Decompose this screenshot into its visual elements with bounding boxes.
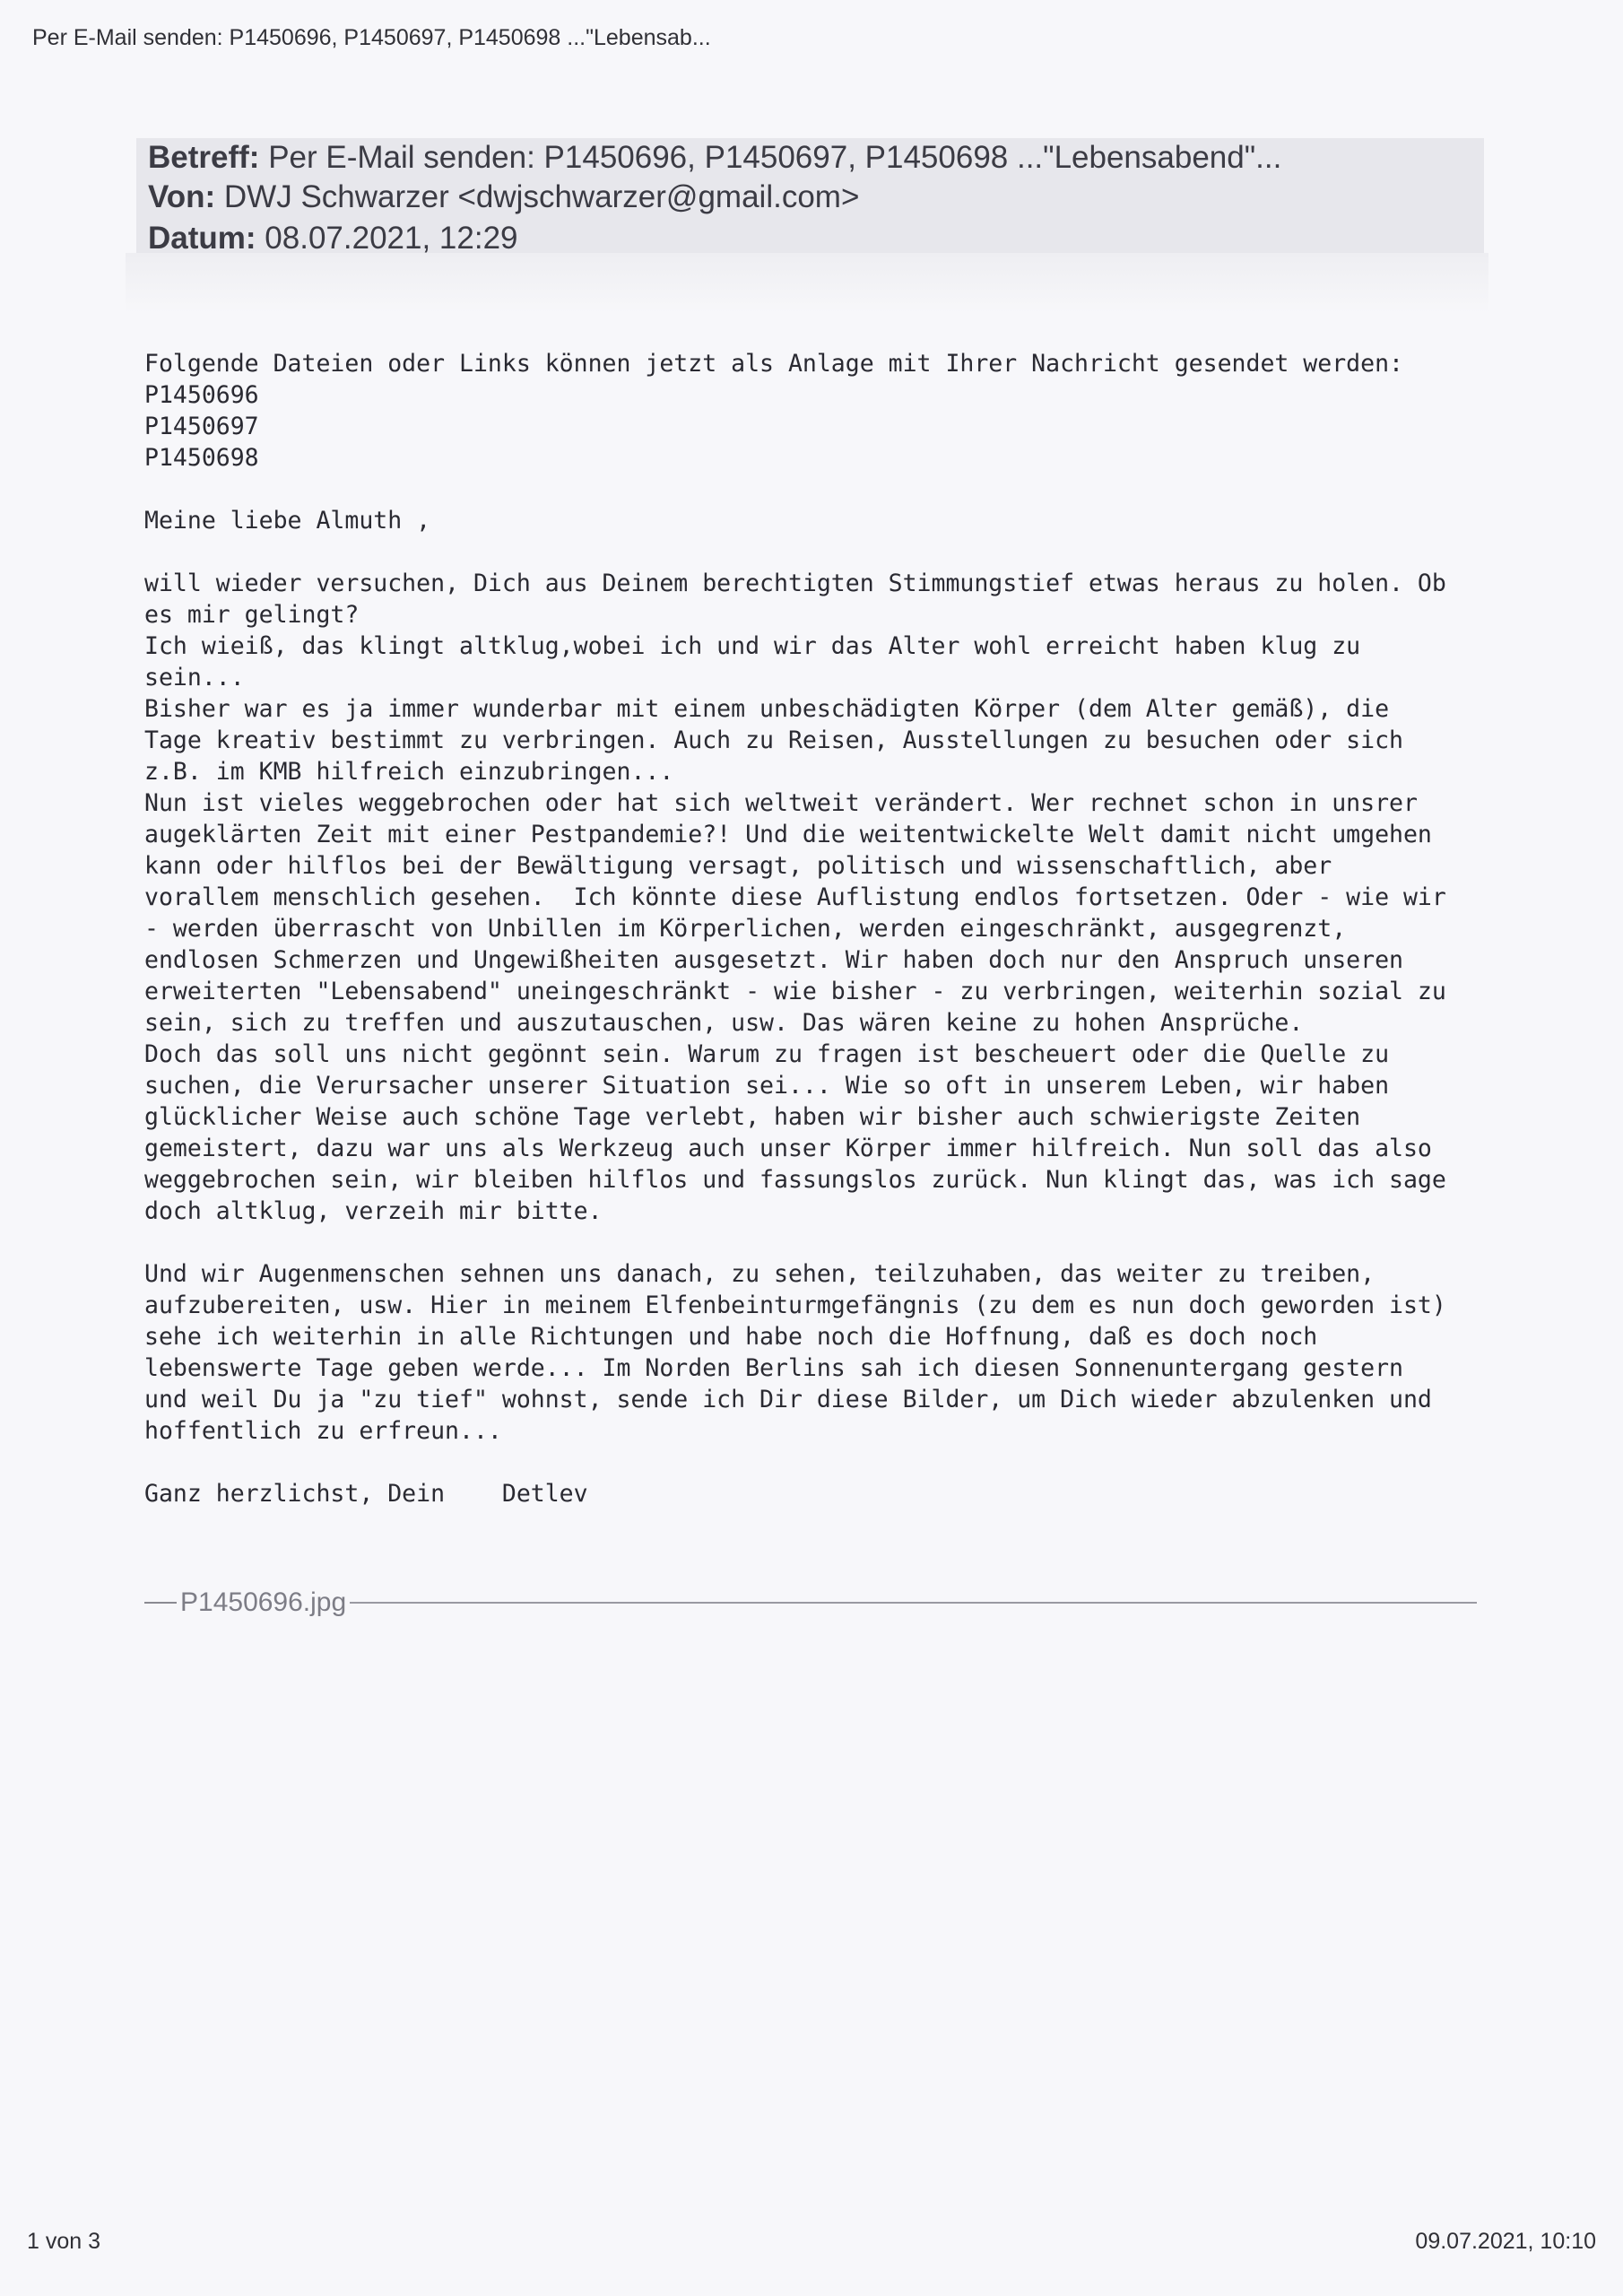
subject-label: Betreff: bbox=[148, 140, 260, 175]
attachment-dash bbox=[144, 1602, 177, 1604]
body-line: vorallem menschlich gesehen. Ich könnte diese Auflistung endlos fortsetzen. Oder - wie wir bbox=[144, 883, 1446, 911]
body-line: - werden überrascht von Unbillen im Körperlichen, werden eingeschränkt, ausgegrenzt, bbox=[144, 915, 1347, 943]
blank-line bbox=[144, 536, 1489, 568]
body-line: lebenswerte Tage geben werde... Im Norden Berlins sah ich diesen Sonnenuntergang gestern bbox=[144, 1354, 1403, 1382]
attachment-rule bbox=[350, 1602, 1477, 1604]
body-line: sein, sich zu treffen und auszutauschen, usw. Das wären keine zu hohen Ansprüche. bbox=[144, 1009, 1304, 1037]
body-line: es mir gelingt? bbox=[144, 601, 360, 629]
body-line: Und wir Augenmenschen sehnen uns danach, zu sehen, teilzuhaben, das weiter zu treiben, bbox=[144, 1260, 1376, 1288]
body-line: z.B. im KMB hilfreich einzubringen... bbox=[144, 758, 674, 786]
attachment-divider bbox=[144, 1585, 1477, 1621]
body-line: glücklicher Weise auch schöne Tage verlebt, haben wir bisher auch schwierigste Zeiten bbox=[144, 1103, 1361, 1131]
from-value[interactable]: DWJ Schwarzer <dwjschwarzer@gmail.com> bbox=[223, 179, 860, 214]
from-row bbox=[148, 178, 859, 217]
body-line: Ich wieiß, das klingt altklug,wobei ich und wir das Alter wohl erreicht haben klug zu bbox=[144, 632, 1361, 660]
from-label: Von: bbox=[148, 179, 216, 214]
print-timestamp: 09.07.2021, 10:10 bbox=[1415, 2229, 1596, 2254]
body-line: doch altklug, verzeih mir bitte. bbox=[144, 1197, 603, 1225]
body-line: Nun ist vieles weggebrochen oder hat sich weltweit verändert. Wer rechnet schon in unsrer bbox=[144, 789, 1418, 817]
date-row bbox=[148, 219, 518, 258]
body-line: erweiterten "Lebensabend" uneingeschränkt - wie bisher - zu verbringen, weiterhin sozial zu bbox=[144, 978, 1446, 1005]
body-line: Ganz herzlichst, Dein Detlev bbox=[144, 1480, 588, 1508]
blank-line bbox=[144, 1447, 1489, 1478]
body-line: gemeistert, dazu war uns als Werkzeug auch unser Körper immer hilfreich. Nun soll das also bbox=[144, 1135, 1432, 1162]
date-value: 08.07.2021, 12:29 bbox=[265, 221, 518, 256]
blank-line bbox=[144, 474, 1489, 505]
body-line: hoffentlich zu erfreun... bbox=[144, 1417, 502, 1445]
body-line: Bisher war es ja immer wunderbar mit einem unbeschädigten Körper (dem Alter gemäß), die bbox=[144, 695, 1390, 723]
body-line: will wieder versuchen, Dich aus Deinem berechtigten Stimmungstief etwas heraus zu holen. Ob bbox=[144, 570, 1446, 597]
body-line: endlosen Schmerzen und Ungewißheiten ausgesetzt. Wir haben doch nur den Anspruch unseren bbox=[144, 946, 1403, 974]
body-line: Doch das soll uns nicht gegönnt sein. Warum zu fragen ist bescheuert oder die Quelle zu bbox=[144, 1040, 1390, 1068]
page-counter: 1 von 3 bbox=[27, 2229, 101, 2254]
blank-line bbox=[144, 1227, 1489, 1258]
message-body bbox=[144, 348, 1489, 1509]
body-line: sein... bbox=[144, 664, 245, 691]
date-label: Datum: bbox=[148, 221, 256, 256]
body-line: kann oder hilflos bei der Bewältigung versagt, politisch und wissenschaftlich, aber bbox=[144, 852, 1332, 880]
running-title: Per E-Mail senden: P1450696, P1450697, P1450698 ..."Lebensab... bbox=[32, 25, 711, 50]
body-line: Meine liebe Almuth , bbox=[144, 507, 431, 535]
header-shadow bbox=[126, 253, 1488, 314]
body-line: augeklärten Zeit mit einer Pestpandemie?! Und die weitentwickelte Welt damit nicht umgehen bbox=[144, 821, 1432, 848]
body-line: aufzubereiten, usw. Hier in meinem Elfenbeinturmgefängnis (zu dem es nun doch geworden ist) bbox=[144, 1292, 1446, 1319]
body-line: weggebrochen sein, wir bleiben hilflos und fassungslos zurück. Nun klingt das, was ich sage bbox=[144, 1166, 1446, 1194]
body-line: P1450698 bbox=[144, 444, 259, 472]
body-line: P1450696 bbox=[144, 381, 259, 409]
subject-value: Per E-Mail senden: P1450696, P1450697, P1450698 ..."Lebensabend"... bbox=[268, 140, 1282, 175]
body-line: und weil Du ja "zu tief" wohnst, sende ich Dir diese Bilder, um Dich wieder abzulenken und bbox=[144, 1386, 1432, 1413]
body-line: Folgende Dateien oder Links können jetzt als Anlage mit Ihrer Nachricht gesendet werden: bbox=[144, 350, 1403, 378]
body-line: P1450697 bbox=[144, 413, 259, 440]
subject-row bbox=[148, 138, 1281, 178]
body-line: Tage kreativ bestimmt zu verbringen. Auch zu Reisen, Ausstellungen zu besuchen oder sich bbox=[144, 726, 1403, 754]
body-line: suchen, die Verursacher unserer Situation sei... Wie so oft in unserem Leben, wir haben bbox=[144, 1072, 1390, 1100]
body-line: sehe ich weiterhin in alle Richtungen und habe noch die Hoffnung, daß es doch noch bbox=[144, 1323, 1318, 1351]
attachment-filename[interactable]: P1450696.jpg bbox=[180, 1587, 347, 1617]
